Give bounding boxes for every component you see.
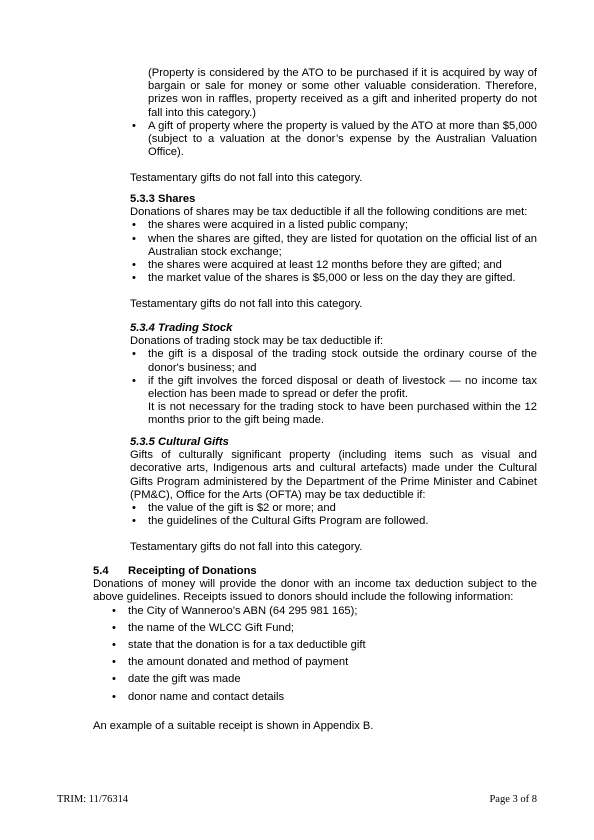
section-receipting bbox=[93, 565, 537, 733]
section-trading-stock bbox=[130, 322, 537, 428]
property-note: (Property is considered by the ATO to be purchased if it is acquired by way of bargain or sale for money or some other valuable consideration. Therefore, prizes won in raffles, property received as a gift and inherited property do not fall into this category.) bbox=[148, 67, 537, 119]
section-heading: 5.3.4 Trading Stock bbox=[130, 322, 233, 334]
list-item: • the market value of the shares is $5,000 or less on the day they are gifted. bbox=[130, 272, 537, 285]
list-item: • the amount donated and method of payment bbox=[110, 656, 537, 669]
top-block bbox=[130, 67, 537, 186]
receipt-example-note: An example of a suitable receipt is shown in Appendix B. bbox=[93, 719, 374, 732]
property-bullet-list bbox=[130, 120, 537, 160]
shares-list bbox=[130, 219, 537, 285]
section-heading: 5.3.3 Shares bbox=[130, 193, 196, 205]
section-intro: Donations of shares may be tax deductible if all the following conditions are met: bbox=[130, 206, 528, 219]
section-heading: 5.3.5 Cultural Gifts bbox=[130, 436, 229, 448]
section-cultural-gifts bbox=[130, 436, 537, 555]
list-item: • the shares were acquired in a listed public company; bbox=[130, 219, 537, 232]
section-title: Receipting of Donations bbox=[128, 565, 257, 577]
testamentary-note: Testamentary gifts do not fall into this category. bbox=[130, 541, 363, 554]
list-item: • state that the donation is for a tax deductible gift bbox=[110, 639, 537, 652]
list-item: • the value of the gift is $2 or more; and bbox=[130, 502, 537, 515]
list-item: • when the shares are gifted, they are listed for quotation on the official list of an Australian stock exchange; bbox=[130, 233, 537, 259]
list-item: • the gift is a disposal of the trading stock outside the ordinary course of the donor's business; and bbox=[130, 348, 537, 374]
list-item: • the shares were acquired at least 12 months before they are gifted; and bbox=[130, 259, 537, 272]
footer-page-number: Page 3 of 8 bbox=[489, 794, 537, 805]
testamentary-note: Testamentary gifts do not fall into this category. bbox=[130, 172, 363, 185]
trading-list bbox=[130, 348, 537, 401]
section-intro: Gifts of culturally significant property (including items such as visual and decorative arts, Indigenous arts and cultural artefacts) made under the Cultural Gifts Program administered by the Department of the Prime Minister and Cabinet (PM&C), Office for the Arts (OFTA) may be tax deductible if: bbox=[130, 449, 537, 501]
section-shares bbox=[130, 193, 537, 312]
list-item: • donor name and contact details bbox=[110, 691, 537, 704]
trading-follow-note: It is not necessary for the trading stock to have been purchased within the 12 months prior to the gift being made. bbox=[148, 401, 537, 427]
list-item: • date the gift was made bbox=[110, 673, 537, 686]
list-item: • if the gift involves the forced disposal or death of livestock — no income tax election has been made to spread or defer the profit. bbox=[130, 375, 537, 401]
list-item: • the guidelines of the Cultural Gifts Program are followed. bbox=[130, 515, 537, 528]
section-heading bbox=[93, 565, 537, 578]
section-intro: Donations of trading stock may be tax deductible if: bbox=[130, 335, 384, 348]
list-item: • the City of Wanneroo’s ABN (64 295 981 165); bbox=[110, 605, 537, 618]
list-item: • A gift of property where the property is valued by the ATO at more than $5,000 (subject to a valuation at the donor’s expense by the Australian Valuation Office). bbox=[130, 120, 537, 160]
section-intro: Donations of money will provide the donor with an income tax deduction subject to the above guidelines. Receipts issued to donors should include the following information: bbox=[93, 578, 537, 604]
list-item: • the name of the WLCC Gift Fund; bbox=[110, 622, 537, 635]
section-number: 5.4 bbox=[93, 565, 109, 577]
testamentary-note: Testamentary gifts do not fall into this category. bbox=[130, 298, 363, 311]
receipt-requirements-list bbox=[93, 605, 537, 704]
cultural-list bbox=[130, 502, 537, 528]
footer-trim-reference: TRIM: 11/76314 bbox=[57, 794, 129, 805]
